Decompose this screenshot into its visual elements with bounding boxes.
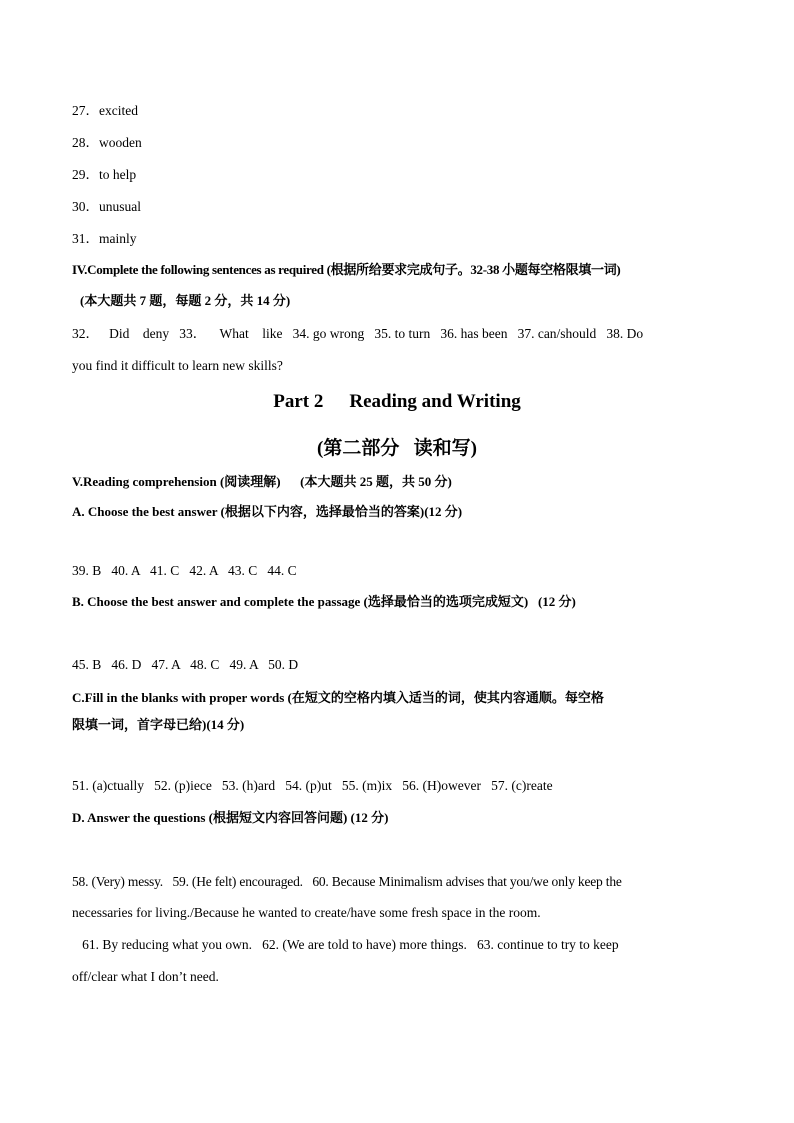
- part-title: Reading and Writing: [349, 391, 521, 412]
- section-4-answers-line-2: you find it difficult to learn new skills?: [72, 358, 283, 373]
- answer-28: 28．wooden: [72, 135, 142, 150]
- section-d-heading: D. Answer the questions (根据短文内容回答问题) (12 分): [72, 810, 389, 825]
- section-4-heading: IV.Complete the following sentences as required (根据所给要求完成句子。32-38 小题每空格限填一词): [72, 262, 621, 277]
- part-label: Part 2: [273, 391, 324, 412]
- answer-27: 27．excited: [72, 103, 138, 118]
- section-d-answers-line-2: necessaries for living./Because he wanted to create/have some fresh space in the room.: [72, 905, 541, 920]
- section-c-heading-line-1: C.Fill in the blanks with proper words (在短文的空格内填入适当的词，使其内容通顺。每空格: [72, 690, 604, 705]
- answer-30: 30．unusual: [72, 199, 141, 214]
- section-4-scoring: (本大题共 7 题，每题 2 分，共 14 分): [80, 293, 291, 308]
- section-b-heading: B. Choose the best answer and complete the passage (选择最恰当的选项完成短文) (12 分): [72, 594, 576, 609]
- section-c-heading-line-2: 限填一词，首字母已给)(14 分): [72, 717, 245, 732]
- answer-31: 31．mainly: [72, 231, 137, 246]
- part-2-subtitle: (第二部分 读和写): [317, 438, 477, 459]
- section-d-answers-line-1: 58. (Very) messy. 59. (He felt) encouraged. 60. Because Minimalism advises that you/we only keep the: [72, 874, 622, 889]
- section-5-heading: V.Reading comprehension (阅读理解) (本大题共 25 题，共 50 分): [72, 474, 452, 489]
- answer-29: 29．to help: [72, 167, 137, 182]
- section-a-answers: 39. B 40. A 41. C 42. A 43. C 44. C: [72, 563, 297, 578]
- section-4-answers-line-1: 32． Did deny 33． What like 34. go wrong 35. to turn 36. has been 37. can/should 38. Do: [72, 326, 644, 341]
- section-d-answers-line-4: off/clear what I don’t need.: [72, 969, 219, 984]
- section-a-heading: A. Choose the best answer (根据以下内容，选择最恰当的答案)(12 分): [72, 504, 463, 519]
- part-2-title: [0, 391, 794, 413]
- section-b-answers: 45. B 46. D 47. A 48. C 49. A 50. D: [72, 657, 299, 672]
- section-d-answers-line-3: 61. By reducing what you own. 62. (We are told to have) more things. 63. continue to try to keep: [72, 937, 619, 952]
- section-c-answers: 51. (a)ctually 52. (p)iece 53. (h)ard 54. (p)ut 55. (m)ix 56. (H)owever 57. (c)reate: [72, 778, 553, 793]
